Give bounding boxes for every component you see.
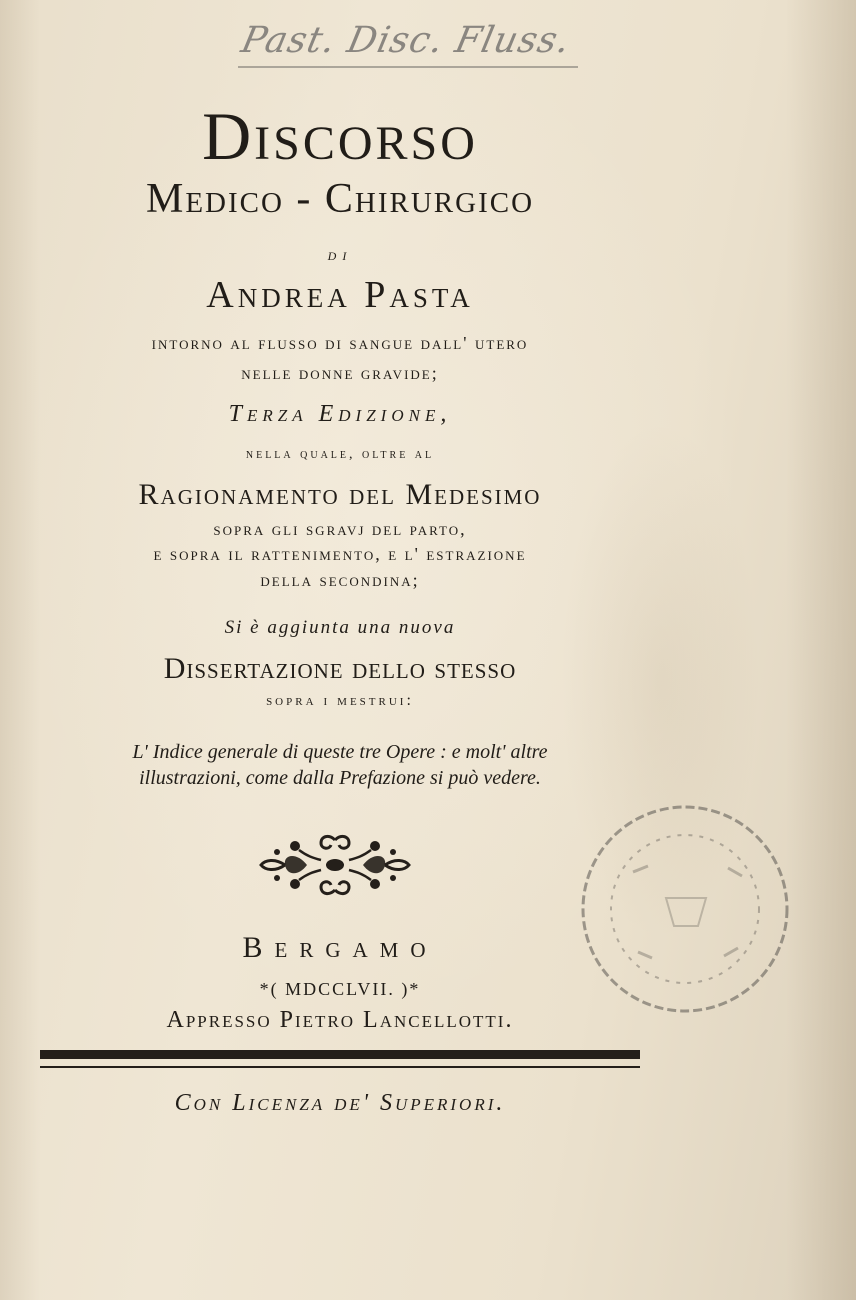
library-stamp	[578, 802, 792, 1016]
imprint-year: *( MDCCLVII. )*	[259, 979, 421, 999]
index-note-line-2: illustrazioni, come dalla Prefazione si può vedere.	[139, 767, 541, 789]
contents-work-title: Ragionamento del Medesimo	[138, 478, 542, 511]
contents-intro: nella quale, oltre al	[245, 447, 435, 462]
printers-ornament	[255, 832, 415, 898]
imprint-printer: Appresso Pietro Lancellotti.	[166, 1007, 514, 1033]
author-name: Andrea Pasta	[206, 274, 474, 316]
shelfmark-underline	[238, 66, 578, 68]
double-rule-thick	[40, 1050, 640, 1059]
title-line-3: di	[327, 245, 353, 264]
edition-statement: Terza Edizione,	[228, 401, 452, 427]
contents-line-2: e sopra il rattenimento, e l' estrazione	[153, 544, 527, 564]
page-shadow-right	[786, 0, 856, 1300]
imprint-city: Bergamo	[242, 931, 438, 964]
title-line-2: Medico - Chirurgico	[145, 176, 535, 222]
license-statement: Con Licenza de' Superiori.	[174, 1090, 506, 1116]
subject-line-2: nelle donne gravide;	[241, 363, 439, 383]
subject-line-1: intorno al flusso di sangue dall' utero	[151, 333, 529, 353]
addition-work-title: Dissertazione dello stesso	[163, 652, 517, 685]
contents-line-3: della secondina;	[260, 570, 420, 590]
addition-intro: Si è aggiunta una nuova	[224, 617, 456, 638]
title-line-1: Discorso	[202, 98, 478, 174]
addition-subject: sopra i mestrui:	[266, 692, 414, 709]
index-note-line-1: L' Indice generale di queste tre Opere : e molt' altre	[132, 741, 548, 763]
contents-line-1: sopra gli sgravj del parto,	[213, 519, 467, 539]
double-rule-thin	[40, 1066, 640, 1068]
handwritten-shelfmark: Past. Disc. Fluss.	[237, 20, 575, 61]
